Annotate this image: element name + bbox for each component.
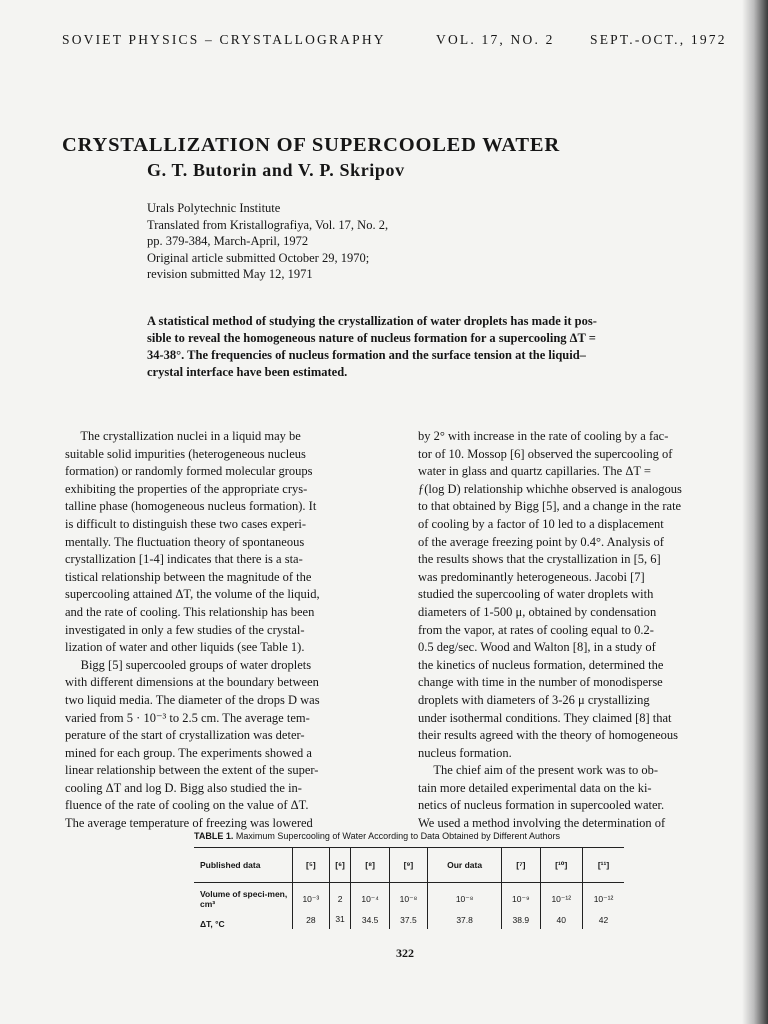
body-text-line: the kinetics of nucleus formation, determined the: [418, 657, 664, 672]
body-text-line: exhibiting the properties of the appropriate crys-: [65, 481, 308, 496]
body-text-line: investigated in only a few studies of the crystal-: [65, 622, 305, 637]
body-text-line: to that obtained by Bigg [5], and a change in the rate: [418, 499, 682, 514]
table-header-cell: [⁸]: [351, 848, 389, 883]
abstract-line: A statistical method of studying the crystallization of water droplets has made it pos-: [147, 314, 597, 328]
table-cell: [389, 883, 427, 930]
body-text-line: mined for each group. The experiments showed a: [65, 745, 312, 760]
delta-t-value: 31: [335, 914, 345, 924]
delta-t-value: 38.9: [512, 914, 530, 925]
table-cell: [428, 883, 502, 930]
article-title: CRYSTALLIZATION OF SUPERCOOLED WATER: [62, 134, 560, 156]
table-1: [194, 830, 634, 929]
body-text-line: and the rate of cooling. This relationship has been: [65, 604, 315, 619]
table-cell: [540, 883, 583, 930]
table-header-cell: [¹¹]: [583, 848, 625, 883]
delta-t-value: 42: [598, 914, 609, 925]
abstract-line: 34-38°. The frequencies of nucleus formation and the surface tension at the liquid–: [147, 348, 586, 362]
affiliation-line: pp. 379-384, March-April, 1972: [147, 234, 309, 248]
body-text-line: was predominantly heterogeneous. Jacobi [7]: [418, 569, 645, 584]
body-text-line: lization of water and other liquids (see Table 1).: [65, 640, 305, 655]
body-text-line: perature of the start of crystallization was deter-: [65, 728, 305, 743]
body-text-line: The chief aim of the present work was to ob-: [418, 763, 658, 778]
row-label-volume: Volume of speci-men, cm³: [200, 889, 288, 909]
affiliation-block: [147, 200, 388, 283]
table-header-cell: [¹⁰]: [540, 848, 583, 883]
body-text-line: We used a method involving the determination of: [418, 816, 666, 831]
delta-t-value: 40: [556, 914, 566, 925]
body-text-line: crystallization [1-4] indicates that there is a sta-: [65, 552, 303, 567]
delta-t-value: 34.5: [361, 914, 379, 925]
body-left-column: [65, 428, 395, 833]
table-cell: [502, 883, 540, 930]
abstract: [147, 313, 732, 381]
row-label-delta-t: ΔT, °C: [200, 919, 225, 929]
table-header-cell: [⁹]: [389, 848, 427, 883]
table-header-cell: [⁶]: [329, 848, 351, 883]
body-text-line: by 2° with increase in the rate of cooling by a fac-: [418, 429, 669, 443]
body-text-line: under isothermal conditions. They claimed [8] that: [418, 710, 672, 725]
table-cell: [329, 883, 351, 930]
body-text-line: water in glass and quartz capillaries. The ΔT =: [418, 464, 651, 479]
table-caption: [194, 830, 634, 842]
body-text-line: varied from 5 · 10⁻³ to 2.5 cm. The average tem-: [65, 710, 310, 725]
delta-t-value: 28: [306, 914, 316, 925]
body-text-line: their results agreed with the theory of homogeneous: [418, 728, 678, 743]
journal-name: SOVIET PHYSICS – CRYSTALLOGRAPHY: [62, 32, 386, 47]
body-text-line: formation) or randomly formed molecular groups: [65, 464, 313, 479]
affiliation-line: Urals Polytechnic Institute: [147, 201, 281, 215]
volume-value: 2: [337, 894, 343, 904]
abstract-line: crystal interface have been estimated.: [147, 365, 348, 379]
body-text-line: The average temperature of freezing was lowered: [65, 816, 313, 831]
table-caption-label: TABLE 1.: [194, 831, 234, 841]
body-text-line: tain more detailed experimental data on the ki-: [418, 780, 652, 795]
volume-value: 10⁻¹²: [551, 893, 572, 904]
body-text-line: talline phase (homogeneous nucleus formation). It: [65, 499, 317, 514]
table-header-cell: Our data: [428, 848, 502, 883]
volume-value: 10⁻¹²: [593, 893, 614, 904]
body-text-line: Bigg [5] supercooled groups of water droplets: [65, 657, 312, 672]
affiliation-line: Original article submitted October 29, 1970;: [147, 250, 370, 265]
body-text-line: from the vapor, at rates of cooling equal to 0.2-: [418, 622, 654, 637]
volume-value: 10⁻⁹: [512, 893, 530, 904]
table-header-cell: [⁷]: [502, 848, 540, 883]
body-text-line: two liquid media. The diameter of the drops D was: [65, 692, 320, 707]
body-text-line: mentally. The fluctuation theory of spontaneous: [65, 534, 305, 549]
body-text-line: tistical relationship between the magnitude of the: [65, 569, 312, 584]
article-authors: G. T. Butorin and V. P. Skripov: [147, 160, 405, 180]
body-text-line: The crystallization nuclei in a liquid may be: [65, 429, 301, 443]
body-text-line: of the average freezing point by 0.4°. Analysis of: [418, 534, 664, 549]
affiliation-line: Translated from Kristallografiya, Vol. 17, No. 2,: [147, 217, 389, 232]
delta-t-value: 37.5: [400, 914, 417, 925]
body-text-line: ƒ(log D) relationship whichhe observed is analogous: [418, 481, 682, 496]
affiliation-line: revision submitted May 12, 1971: [147, 267, 313, 281]
body-text-line: of cooling by a factor of 10 led to a displacement: [418, 516, 664, 531]
body-text-line: suitable solid impurities (heterogeneous nucleus: [65, 446, 306, 461]
body-text-line: 0.5 deg/sec. Wood and Walton [8], in a study of: [418, 640, 656, 655]
table-row-labels: [194, 883, 293, 930]
body-text-line: droplets with diameters of 3-26 μ crystallizing: [418, 692, 650, 707]
body-text-line: change with time in the number of monodisperse: [418, 675, 663, 690]
volume-info: VOL. 17, NO. 2: [436, 32, 555, 47]
volume-value: 10⁻⁸: [455, 893, 474, 904]
delta-t-value: 37.8: [456, 914, 473, 925]
volume-value: 10⁻³: [302, 893, 320, 904]
body-text-line: cooling ΔT and log D. Bigg also studied the in-: [65, 780, 302, 795]
body-text-line: supercooling attained ΔT, the volume of the liquid,: [65, 587, 320, 602]
page-number: 322: [396, 946, 414, 960]
table-caption-text: Maximum Supercooling of Water According to Data Obtained by Different Authors: [235, 831, 561, 841]
abstract-line: sible to reveal the homogeneous nature of nucleus formation for a supercooling ΔT =: [147, 331, 596, 345]
body-text-line: nucleus formation.: [418, 745, 512, 760]
body-text-line: diameters of 1-500 μ, obtained by condensation: [418, 604, 657, 619]
table-header-label: Published data: [200, 860, 261, 870]
body-text-line: netics of nucleus formation in supercooled water.: [418, 798, 665, 813]
volume-value: 10⁻⁴: [361, 893, 379, 904]
table-cell: [293, 883, 330, 930]
body-text-line: with different dimensions at the boundary between: [65, 675, 319, 690]
table-header-cell: [⁵]: [293, 848, 330, 883]
body-text-line: tor of 10. Mossop [6] observed the supercooling of: [418, 446, 673, 461]
body-text-line: studied the supercooling of water droplets with: [418, 587, 654, 602]
supercooling-table: [194, 847, 624, 929]
issue-date: SEPT.-OCT., 1972: [590, 32, 727, 47]
body-text-line: the results shows that the crystallization in [5, 6]: [418, 552, 661, 567]
table-row: [194, 883, 624, 930]
table-header-row: [194, 848, 624, 883]
body-text-line: linear relationship between the extent of the super-: [65, 763, 319, 778]
table-cell: [583, 883, 625, 930]
body-text-line: is difficult to distinguish these two cases experi-: [65, 516, 307, 531]
body-right-column: [418, 428, 748, 833]
body-text-line: fluence of the rate of cooling on the value of ΔT.: [65, 798, 309, 813]
volume-value: 10⁻⁸: [399, 893, 418, 904]
table-cell: [351, 883, 389, 930]
